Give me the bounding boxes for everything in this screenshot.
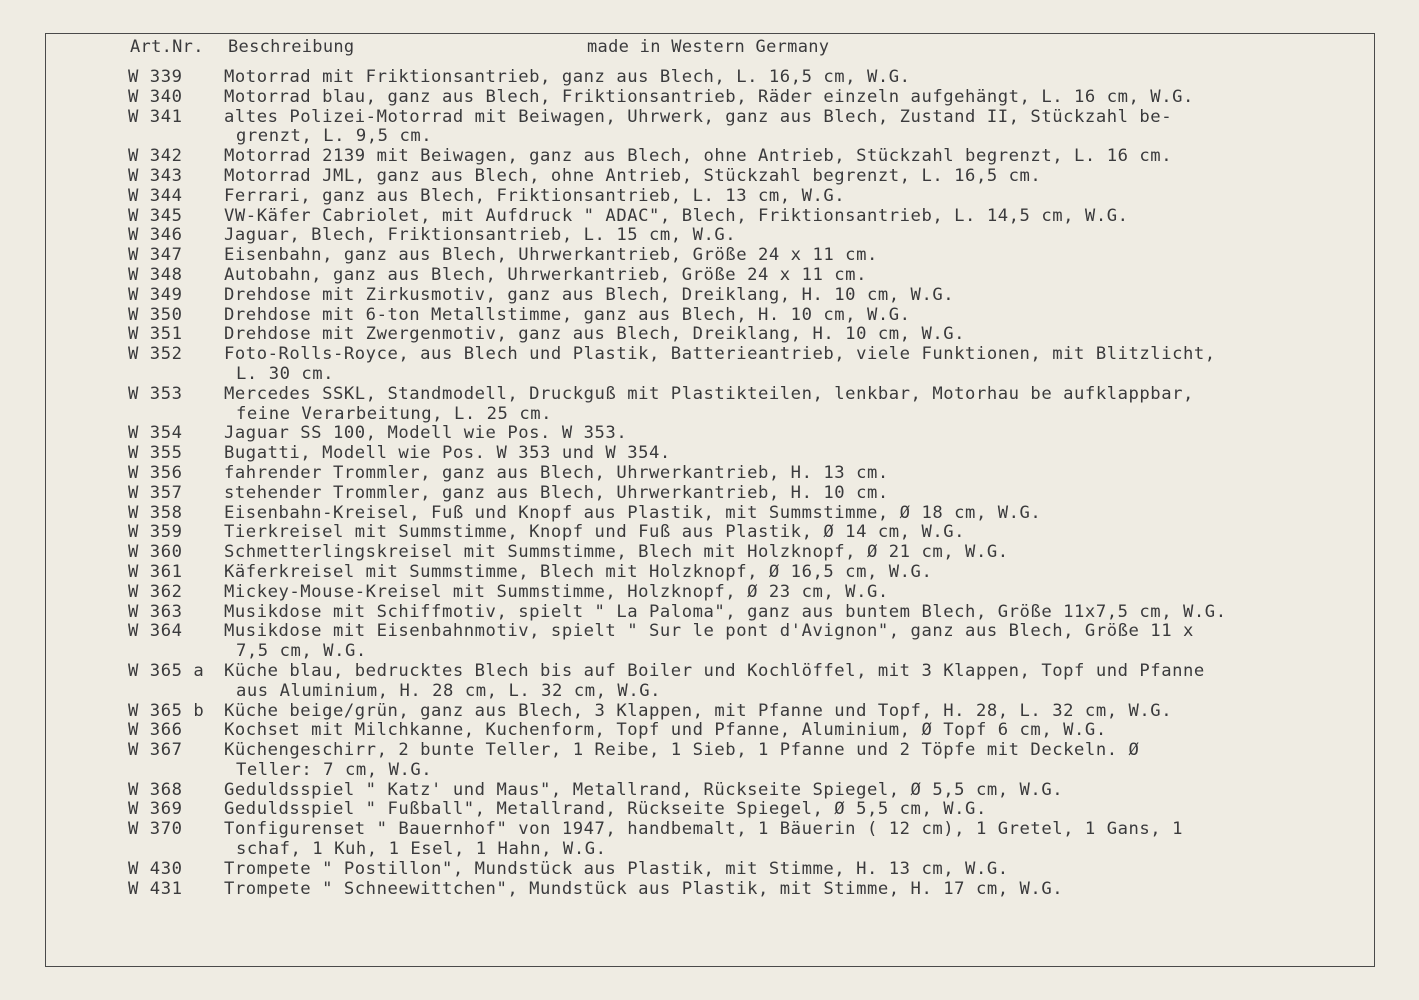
description-line: Jaguar SS 100, Modell wie Pos. W 353. (224, 423, 628, 444)
list-item (0, 226, 1419, 246)
item-description (224, 622, 1374, 662)
description-line: Motorrad blau, ganz aus Blech, Friktionsantrieb, Räder einzeln aufgehängt, L. 16 cm, W.G. (224, 86, 1194, 107)
list-item (0, 484, 1419, 504)
header-made-in: made in Western Germany (587, 37, 830, 57)
description-line: Ferrari, ganz aus Blech, Friktionsantrieb, L. 13 cm, W.G. (224, 185, 846, 206)
item-description (224, 702, 1374, 722)
description-line: Trompete " Postillon", Mundstück aus Plastik, mit Stimme, H. 13 cm, W.G. (224, 858, 1009, 879)
list-item (0, 860, 1419, 880)
list-item (0, 306, 1419, 326)
item-description (224, 444, 1374, 464)
list-item (0, 187, 1419, 207)
item-number: W 358 (128, 502, 183, 523)
item-number: W 347 (128, 245, 183, 266)
item-number: W 348 (128, 264, 183, 285)
list-item (0, 207, 1419, 227)
list-item (0, 424, 1419, 444)
description-line: Autobahn, ganz aus Blech, Uhrwerkantrieb, Größe 24 x 11 cm. (224, 264, 867, 285)
item-number: W 350 (128, 304, 183, 325)
list-item (0, 108, 1419, 148)
description-line: Jaguar, Blech, Friktionsantrieb, L. 15 cm, W.G. (224, 225, 737, 246)
item-number: W 369 (128, 799, 183, 820)
description-line: Mickey-Mouse-Kreisel mit Summstimme, Holzknopf, Ø 23 cm, W.G. (224, 581, 889, 602)
description-line: Drehdose mit Zwergenmotiv, ganz aus Blech, Dreiklang, H. 10 cm, W.G. (224, 324, 966, 345)
description-line: feine Verarbeitung, L. 25 cm. (236, 403, 553, 424)
description-line: Kochset mit Milchkanne, Kuchenform, Topf und Pfanne, Aluminium, Ø Topf 6 cm, W.G. (224, 720, 1107, 741)
list-item (0, 603, 1419, 623)
item-number: W 431 (128, 878, 183, 899)
item-number: W 352 (128, 344, 183, 365)
description-line: Bugatti, Modell wie Pos. W 353 und W 354. (224, 443, 671, 464)
item-description (224, 880, 1374, 900)
list-item (0, 504, 1419, 524)
item-description (224, 741, 1374, 781)
list-item (0, 880, 1419, 900)
list-item (0, 147, 1419, 167)
item-description (224, 860, 1374, 880)
item-number: W 367 (128, 740, 183, 761)
item-description (224, 424, 1374, 444)
table-header (0, 37, 1419, 59)
header-artnr: Art.Nr. (130, 37, 204, 57)
description-line: Tonfigurenset " Bauernhof" von 1947, handbemalt, 1 Bäuerin ( 12 cm), 1 Gretel, 1 Gans, 1 (224, 819, 1184, 840)
list-item (0, 385, 1419, 425)
list-item (0, 781, 1419, 801)
list-item (0, 741, 1419, 781)
item-number: W 344 (128, 185, 183, 206)
item-number: W 341 (128, 106, 183, 127)
description-line: Geduldsspiel " Fußball", Metallrand, Rückseite Spiegel, Ø 5,5 cm, W.G. (224, 799, 987, 820)
item-list (0, 68, 1419, 899)
item-number: W 353 (128, 383, 183, 404)
description-line: fahrender Trommler, ganz aus Blech, Uhrwerkantrieb, H. 13 cm. (224, 462, 889, 483)
item-description (224, 385, 1374, 425)
description-line: schaf, 1 Kuh, 1 Esel, 1 Hahn, W.G. (236, 839, 607, 860)
item-description (224, 207, 1374, 227)
list-item (0, 266, 1419, 286)
description-line: Mercedes SSKL, Standmodell, Druckguß mit Plastikteilen, lenkbar, Motorhau be aufklappbar, (224, 383, 1194, 404)
list-item (0, 286, 1419, 306)
item-number: W 362 (128, 581, 183, 602)
item-description (224, 583, 1374, 603)
item-number: W 368 (128, 779, 183, 800)
list-item (0, 563, 1419, 583)
item-description (224, 266, 1374, 286)
description-line: Trompete " Schneewittchen", Mundstück aus Plastik, mit Stimme, H. 17 cm, W.G. (224, 878, 1064, 899)
item-number: W 346 (128, 225, 183, 246)
list-item (0, 523, 1419, 543)
item-number: W 351 (128, 324, 183, 345)
list-item (0, 702, 1419, 722)
header-description: Beschreibung (228, 37, 355, 57)
description-line: altes Polizei-Motorrad mit Beiwagen, Uhrwerk, ganz aus Blech, Zustand II, Stückzahl be- (224, 106, 1173, 127)
description-line: Motorrad JML, ganz aus Blech, ohne Antrieb, Stückzahl begrenzt, L. 16,5 cm. (224, 165, 1042, 186)
item-number: W 360 (128, 542, 183, 563)
description-line: Musikdose mit Schiffmotiv, spielt " La Paloma", ganz aus buntem Blech, Größe 11x7,5 cm, W.G. (224, 601, 1227, 622)
list-item (0, 88, 1419, 108)
list-item (0, 444, 1419, 464)
description-line: Teller: 7 cm, W.G. (236, 759, 433, 780)
item-number: W 343 (128, 165, 183, 186)
item-number: W 349 (128, 284, 183, 305)
item-description (224, 345, 1374, 385)
item-number: W 365 a (128, 660, 205, 681)
item-number: W 356 (128, 462, 183, 483)
item-description (224, 464, 1374, 484)
description-line: Musikdose mit Eisenbahnmotiv, spielt " Sur le pont d'Avignon", ganz aus Blech, Größe 11 x (224, 621, 1194, 642)
item-description (224, 504, 1374, 524)
item-number: W 430 (128, 858, 183, 879)
item-description (224, 306, 1374, 326)
list-item (0, 345, 1419, 385)
item-number: W 357 (128, 482, 183, 503)
item-description (224, 147, 1374, 167)
item-description (224, 325, 1374, 345)
item-number: W 363 (128, 601, 183, 622)
description-line: Drehdose mit 6-ton Metallstimme, ganz aus Blech, H. 10 cm, W.G. (224, 304, 911, 325)
item-number: W 361 (128, 561, 183, 582)
item-number: W 359 (128, 522, 183, 543)
description-line: Küche blau, bedrucktes Blech bis auf Boiler und Kochlöffel, mit 3 Klappen, Topf und Pfanne (224, 660, 1205, 681)
description-line: 7,5 cm, W.G. (236, 641, 367, 662)
item-description (224, 800, 1374, 820)
item-number: W 366 (128, 720, 183, 741)
list-item (0, 325, 1419, 345)
list-item (0, 246, 1419, 266)
description-line: Küche beige/grün, ganz aus Blech, 3 Klappen, mit Pfanne und Topf, H. 28, L. 32 cm, W.G. (224, 700, 1173, 721)
description-line: Eisenbahn-Kreisel, Fuß und Knopf aus Plastik, mit Summstimme, Ø 18 cm, W.G. (224, 502, 1042, 523)
description-line: Foto-Rolls-Royce, aus Blech und Plastik, Batterieantrieb, viele Funktionen, mit Blitzlicht, (224, 344, 1216, 365)
item-description (224, 167, 1374, 187)
item-description (224, 543, 1374, 563)
item-description (224, 108, 1374, 148)
description-line: Motorrad 2139 mit Beiwagen, ganz aus Blech, ohne Antrieb, Stückzahl begrenzt, L. 16 cm. (224, 146, 1173, 167)
item-number: W 342 (128, 146, 183, 167)
description-line: Schmetterlingskreisel mit Summstimme, Blech mit Holzknopf, Ø 21 cm, W.G. (224, 542, 1009, 563)
description-line: L. 30 cm. (236, 363, 335, 384)
item-description (224, 662, 1374, 702)
description-line: aus Aluminium, H. 28 cm, L. 32 cm, W.G. (236, 680, 662, 701)
item-description (224, 88, 1374, 108)
description-line: Eisenbahn, ganz aus Blech, Uhrwerkantrieb, Größe 24 x 11 cm. (224, 245, 878, 266)
description-line: Drehdose mit Zirkusmotiv, ganz aus Blech, Dreiklang, H. 10 cm, W.G. (224, 284, 955, 305)
item-description (224, 68, 1374, 88)
description-line: Motorrad mit Friktionsantrieb, ganz aus Blech, L. 16,5 cm, W.G. (224, 67, 911, 87)
list-item (0, 662, 1419, 702)
list-item (0, 800, 1419, 820)
item-description (224, 603, 1374, 623)
description-line: stehender Trommler, ganz aus Blech, Uhrwerkantrieb, H. 10 cm. (224, 482, 889, 503)
item-number: W 354 (128, 423, 183, 444)
item-description (224, 820, 1374, 860)
item-description (224, 721, 1374, 741)
description-line: grenzt, L. 9,5 cm. (236, 126, 433, 147)
item-description (224, 226, 1374, 246)
item-number: W 340 (128, 86, 183, 107)
item-number: W 370 (128, 819, 183, 840)
item-description (224, 563, 1374, 583)
item-description (224, 484, 1374, 504)
item-number: W 365 b (128, 700, 205, 721)
item-number: W 339 (128, 67, 183, 87)
list-item (0, 820, 1419, 860)
list-item (0, 464, 1419, 484)
description-line: VW-Käfer Cabriolet, mit Aufdruck " ADAC", Blech, Friktionsantrieb, L. 14,5 cm, W.G. (224, 205, 1129, 226)
item-number: W 364 (128, 621, 183, 642)
list-item (0, 68, 1419, 88)
description-line: Tierkreisel mit Summstimme, Knopf und Fuß aus Plastik, Ø 14 cm, W.G. (224, 522, 966, 543)
description-line: Käferkreisel mit Summstimme, Blech mit Holzknopf, Ø 16,5 cm, W.G. (224, 561, 933, 582)
list-item (0, 167, 1419, 187)
list-item (0, 721, 1419, 741)
item-description (224, 246, 1374, 266)
item-number: W 355 (128, 443, 183, 464)
item-description (224, 187, 1374, 207)
item-description (224, 286, 1374, 306)
item-description (224, 781, 1374, 801)
description-line: Geduldsspiel " Katz' und Maus", Metallrand, Rückseite Spiegel, Ø 5,5 cm, W.G. (224, 779, 1064, 800)
list-item (0, 583, 1419, 603)
item-description (224, 523, 1374, 543)
item-number: W 345 (128, 205, 183, 226)
description-line: Küchengeschirr, 2 bunte Teller, 1 Reibe, 1 Sieb, 1 Pfanne und 2 Töpfe mit Deckeln. Ø (224, 740, 1140, 761)
list-item (0, 543, 1419, 563)
list-item (0, 622, 1419, 662)
